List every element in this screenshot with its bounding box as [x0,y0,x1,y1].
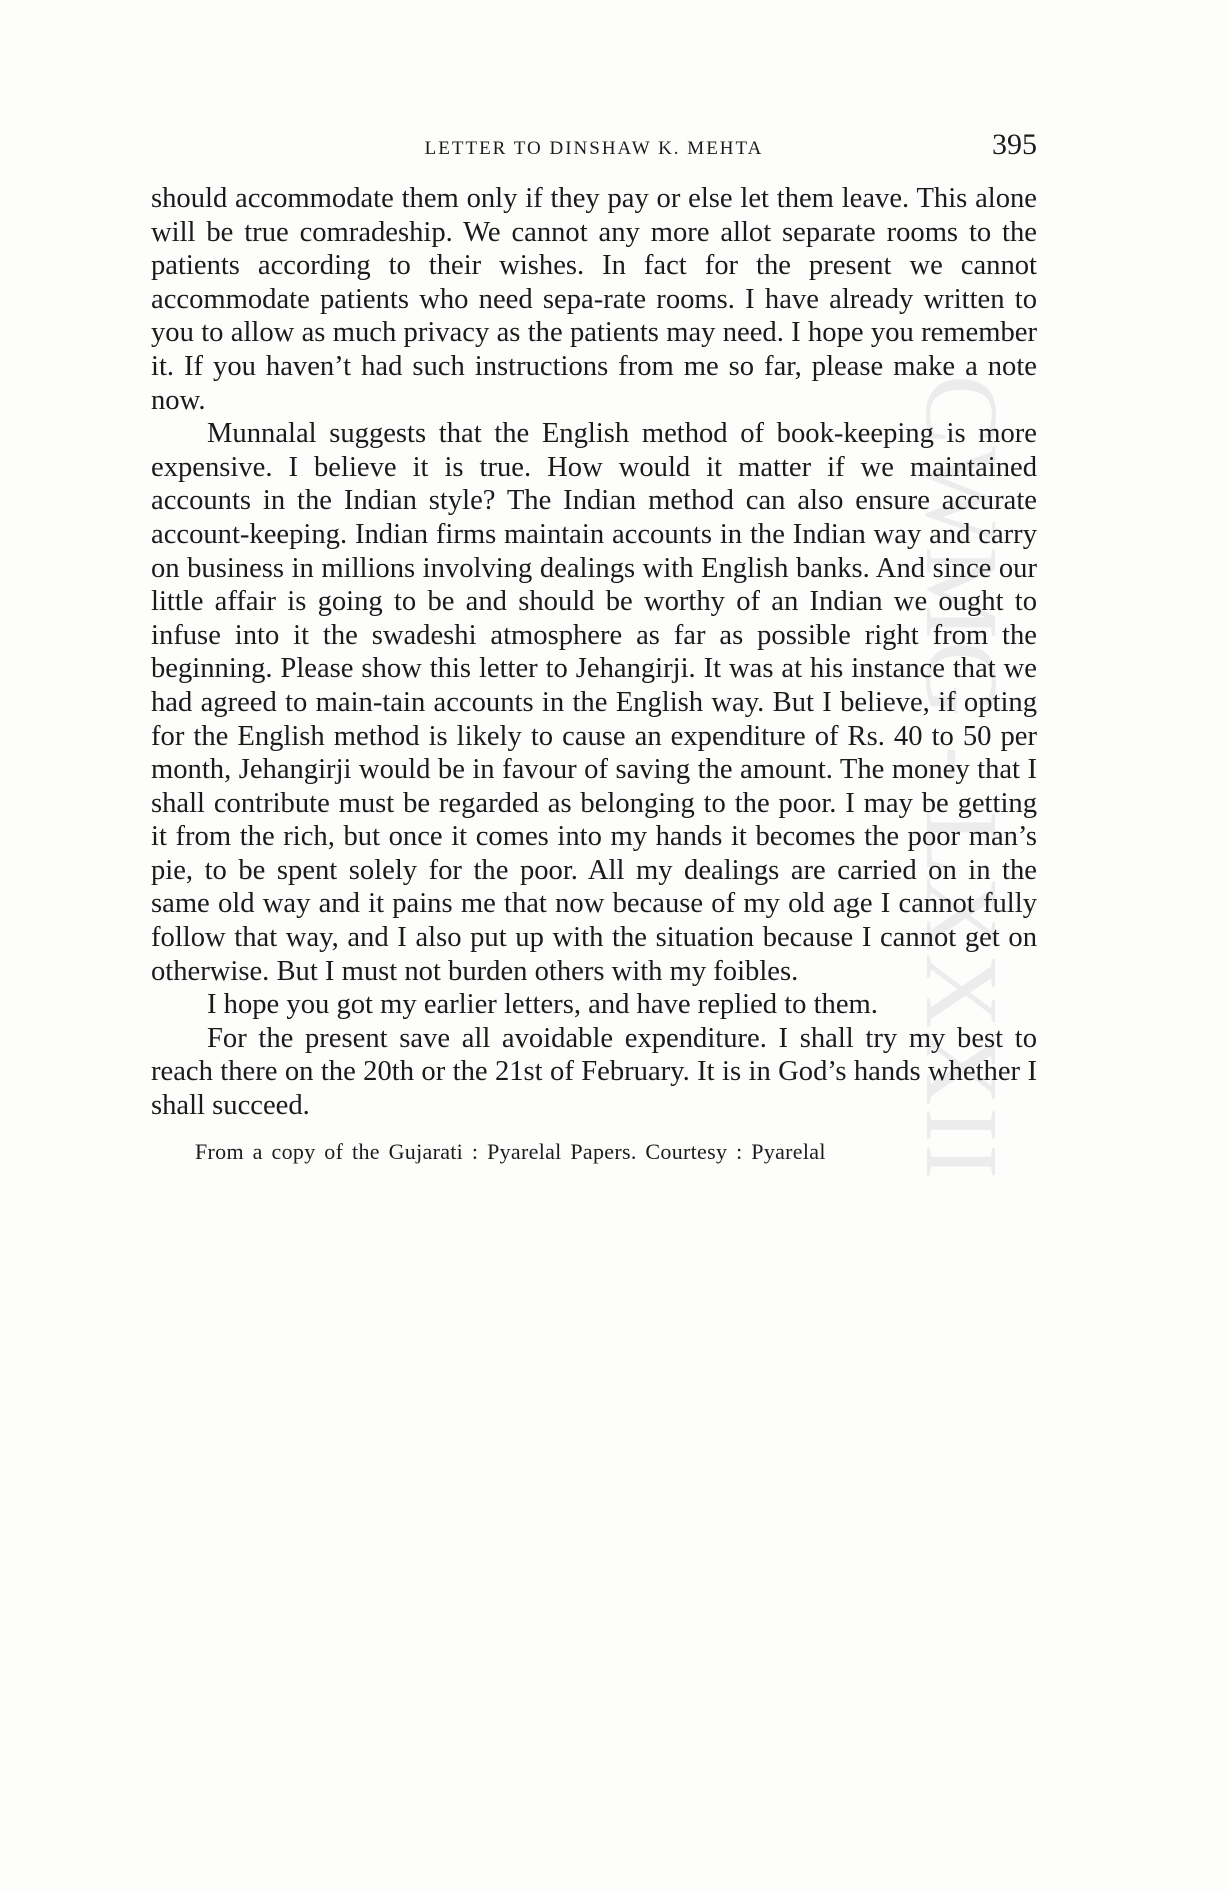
running-title: LETTER TO DINSHAW K. MEHTA [424,138,764,159]
document-page [151,128,1037,1165]
source-note: From a copy of the Gujarati : Pyarelal Papers. Courtesy : Pyarelal [195,1138,826,1164]
paragraph-1: should accommodate them only if they pay or else let them leave. This alone will be true comradeship. We cannot any more allot separate rooms to the patients according to their wishes. In fact for the present we cannot accommodate patients who need sepa-rate rooms. I have already written to you to allow as much privacy as the patients may need. I hope you remember it. If you haven’t had such instructions from me so far, please make a note now. [151,183,1037,416]
watermark-text: CWMG - LXXXII [904,375,1019,1181]
running-head [151,128,1037,168]
paragraph-3: I hope you got my earlier letters, and have replied to them. [207,989,878,1021]
paragraph-2: Munnalal suggests that the English method of book-keeping is more expensive. I believe it is true. How would it matter if we maintained accounts in the Indian style? The Indian method can also ensure accurate account-keeping. Indian firms maintain accounts in the Indian way and carry on business in millions involving dealings with English banks. And since our little affair is going to be and should be worthy of an Indian we ought to infuse into it the swadeshi atmosphere as far as possible right from the beginning. Please show this letter to Jehangirji. It was at his instance that we had agreed to main-tain accounts in the English way. But I believe, if opting for the English method is likely to cause an expenditure of Rs. 40 to 50 per month, Jehangirji would be in favour of saving the amount. The money that I shall contribute must be regarded as belonging to the poor. I may be getting it from the rich, but once it comes into my hands it becomes the poor man’s pie, to be spent solely for the poor. All my dealings are carried on in the same old way and it pains me that now because of my old age I cannot fully follow that way, and I also put up with the situation because I cannot get on otherwise. But I must not burden others with my foibles. [151,418,1037,987]
page-number: 395 [992,128,1037,161]
paragraph-4: For the present save all avoidable expenditure. I shall try my best to reach there on the 20th or the 21st of February. It is in God’s hands whether I shall succeed. [151,1022,1037,1122]
letter-body [151,182,1037,1123]
